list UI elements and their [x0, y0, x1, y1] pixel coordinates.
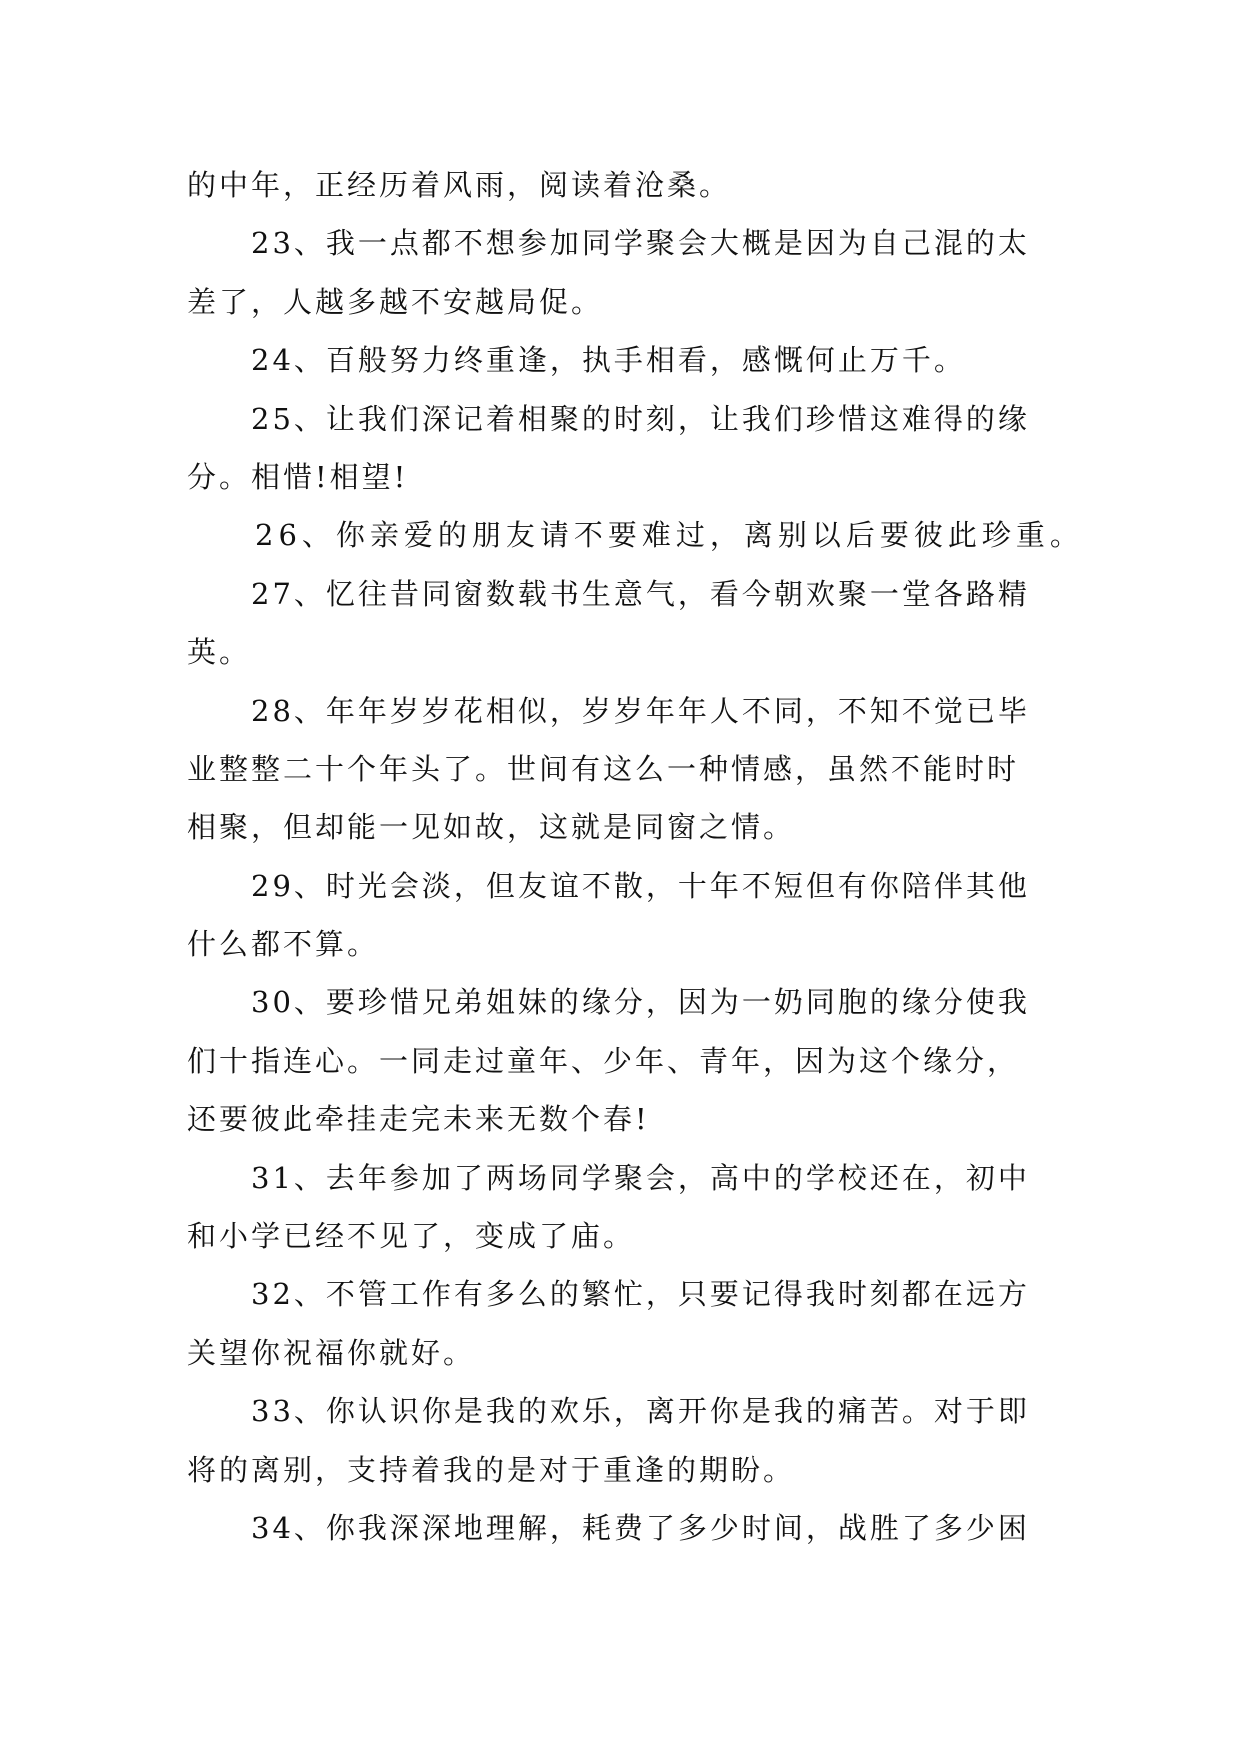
text-line: 差了，人越多越不安越局促。 [187, 284, 604, 319]
text-line: 将的离别，支持着我的是对于重逢的期盼。 [187, 1452, 796, 1487]
paragraph-29 [187, 857, 1087, 974]
text-line: 什么都不算。 [187, 927, 380, 962]
text-line: 33、你认识你是我的欢乐，离开你是我的痛苦。对于即 [251, 1394, 1030, 1429]
paragraph-34 [187, 1499, 1087, 1557]
text-line: 英。 [187, 635, 252, 670]
text-line: 34、你我深深地理解，耗费了多少时间，战胜了多少困 [251, 1510, 1030, 1545]
document-body [187, 156, 1087, 1557]
text-line: 29、时光会淡，但友谊不散，十年不短但有你陪伴其他 [251, 868, 1030, 903]
paragraph-continuation [187, 156, 1087, 214]
text-line: 24、百般努力终重逢，执手相看，感慨何止万千。 [251, 343, 966, 378]
text-line: 分。相惜!相望! [187, 459, 409, 494]
text-line: 还要彼此牵挂走完未来无数个春! [187, 1102, 650, 1137]
text-line: 关望你祝福你就好。 [187, 1335, 476, 1370]
text-line: 业整整二十个年头了。世间有这么一种情感，虽然不能时时 [187, 751, 1020, 786]
paragraph-25 [187, 390, 1087, 507]
text-line: 32、不管工作有多么的繁忙，只要记得我时刻都在远方 [251, 1277, 1030, 1312]
paragraph-27 [187, 565, 1087, 682]
text-line: 们十指连心。一同走过童年、少年、青年，因为这个缘分， [187, 1043, 1020, 1078]
text-line: 30、要珍惜兄弟姐妹的缘分，因为一奶同胞的缘分使我 [251, 985, 1030, 1020]
paragraph-23 [187, 214, 1087, 331]
text-line: 25、让我们深记着相聚的时刻，让我们珍惜这难得的缘 [251, 401, 1030, 436]
text-line: 28、年年岁岁花相似，岁岁年年人不同，不知不觉已毕 [251, 693, 1030, 728]
paragraph-33 [187, 1382, 1087, 1499]
text-line: 23、我一点都不想参加同学聚会大概是因为自己混的太 [251, 226, 1030, 261]
text-line: 的中年，正经历着风雨，阅读着沧桑。 [187, 168, 732, 202]
text-line: 31、去年参加了两场同学聚会，高中的学校还在，初中 [251, 1160, 1030, 1195]
paragraph-28 [187, 682, 1087, 857]
paragraph-30 [187, 973, 1087, 1148]
paragraph-26 [187, 506, 1087, 564]
paragraph-32 [187, 1265, 1087, 1382]
paragraph-24 [187, 331, 1087, 389]
text-line: 相聚，但却能一见如故，这就是同窗之情。 [187, 810, 796, 845]
text-line: 26、你亲爱的朋友请不要难过，离别以后要彼此珍重。 [255, 518, 1084, 553]
text-line: 和小学已经不见了，变成了庙。 [187, 1219, 636, 1254]
paragraph-31 [187, 1149, 1087, 1266]
text-line: 27、忆往昔同窗数载书生意气，看今朝欢聚一堂各路精 [251, 576, 1030, 611]
